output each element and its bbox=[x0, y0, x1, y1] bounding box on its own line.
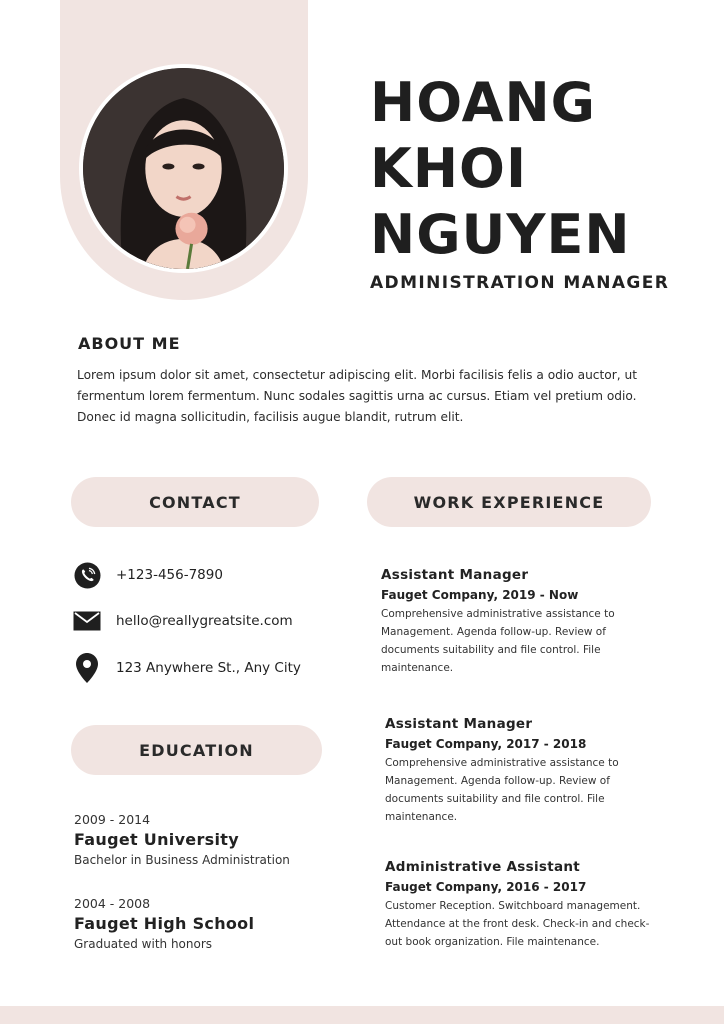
job-company: Fauget Company, 2017 - 2018 bbox=[385, 737, 587, 751]
education-school: Fauget High School bbox=[74, 914, 255, 933]
contact-heading: CONTACT bbox=[149, 492, 241, 512]
job-role: Administrative Assistant bbox=[385, 859, 581, 875]
work-item bbox=[381, 567, 656, 677]
job-title: ADMINISTRATION MANAGER bbox=[370, 273, 670, 293]
education-heading: EDUCATION bbox=[139, 740, 254, 760]
education-section-header bbox=[71, 725, 322, 775]
phone-text: +123-456-7890 bbox=[116, 567, 223, 583]
name-line-1: HOANG bbox=[370, 71, 596, 134]
portrait-photo bbox=[83, 68, 284, 269]
education-degree: Bachelor in Business Administration bbox=[74, 853, 290, 867]
contact-address bbox=[73, 654, 301, 682]
phone-icon bbox=[73, 561, 101, 589]
profile-photo bbox=[79, 64, 288, 273]
name-line-2: KHOI bbox=[370, 137, 528, 200]
job-description: Customer Reception. Switchboard management. Attendance at the front desk. Check-in and check-out book organization. File maintenance. bbox=[385, 900, 650, 948]
job-company: Fauget Company, 2019 - Now bbox=[381, 588, 579, 602]
work-section-header bbox=[367, 477, 651, 527]
education-school: Fauget University bbox=[74, 830, 239, 849]
name-line-3: NGUYEN bbox=[370, 203, 631, 266]
address-text: 123 Anywhere St., Any City bbox=[116, 660, 301, 676]
job-description: Comprehensive administrative assistance to Management. Agenda follow-up. Review of documents suitability and file control. File maintenance. bbox=[381, 608, 615, 674]
about-heading: ABOUT ME bbox=[78, 334, 181, 353]
education-item bbox=[74, 896, 254, 951]
contact-email bbox=[73, 607, 293, 635]
job-description: Comprehensive administrative assistance to Management. Agenda follow-up. Review of documents suitability and file control. File maintenance. bbox=[385, 757, 619, 823]
footer-band bbox=[0, 1006, 724, 1024]
work-item bbox=[385, 859, 660, 951]
education-degree: Graduated with honors bbox=[74, 937, 213, 951]
location-pin-icon bbox=[73, 654, 101, 682]
education-years: 2004 - 2008 bbox=[74, 896, 151, 911]
work-item bbox=[385, 716, 660, 826]
job-company: Fauget Company, 2016 - 2017 bbox=[385, 880, 587, 894]
job-role: Assistant Manager bbox=[385, 716, 533, 732]
education-years: 2009 - 2014 bbox=[74, 812, 151, 827]
email-text: hello@reallygreatsite.com bbox=[116, 613, 293, 629]
mail-icon bbox=[73, 607, 101, 635]
contact-phone bbox=[73, 561, 223, 589]
job-role: Assistant Manager bbox=[381, 567, 529, 583]
contact-section-header bbox=[71, 477, 319, 527]
full-name bbox=[370, 70, 700, 268]
about-text: Lorem ipsum dolor sit amet, consectetur adipiscing elit. Morbi facilisis felis a odio auctor, ut fermentum lorem fermentum. Nunc sodales sagittis urna ac cursus. Etiam vel pretium odio. Donec id magna sollicitudin, facilisis augue blandit, rutrum elit. bbox=[77, 368, 637, 424]
education-item bbox=[74, 812, 290, 867]
work-heading: WORK EXPERIENCE bbox=[413, 492, 605, 512]
